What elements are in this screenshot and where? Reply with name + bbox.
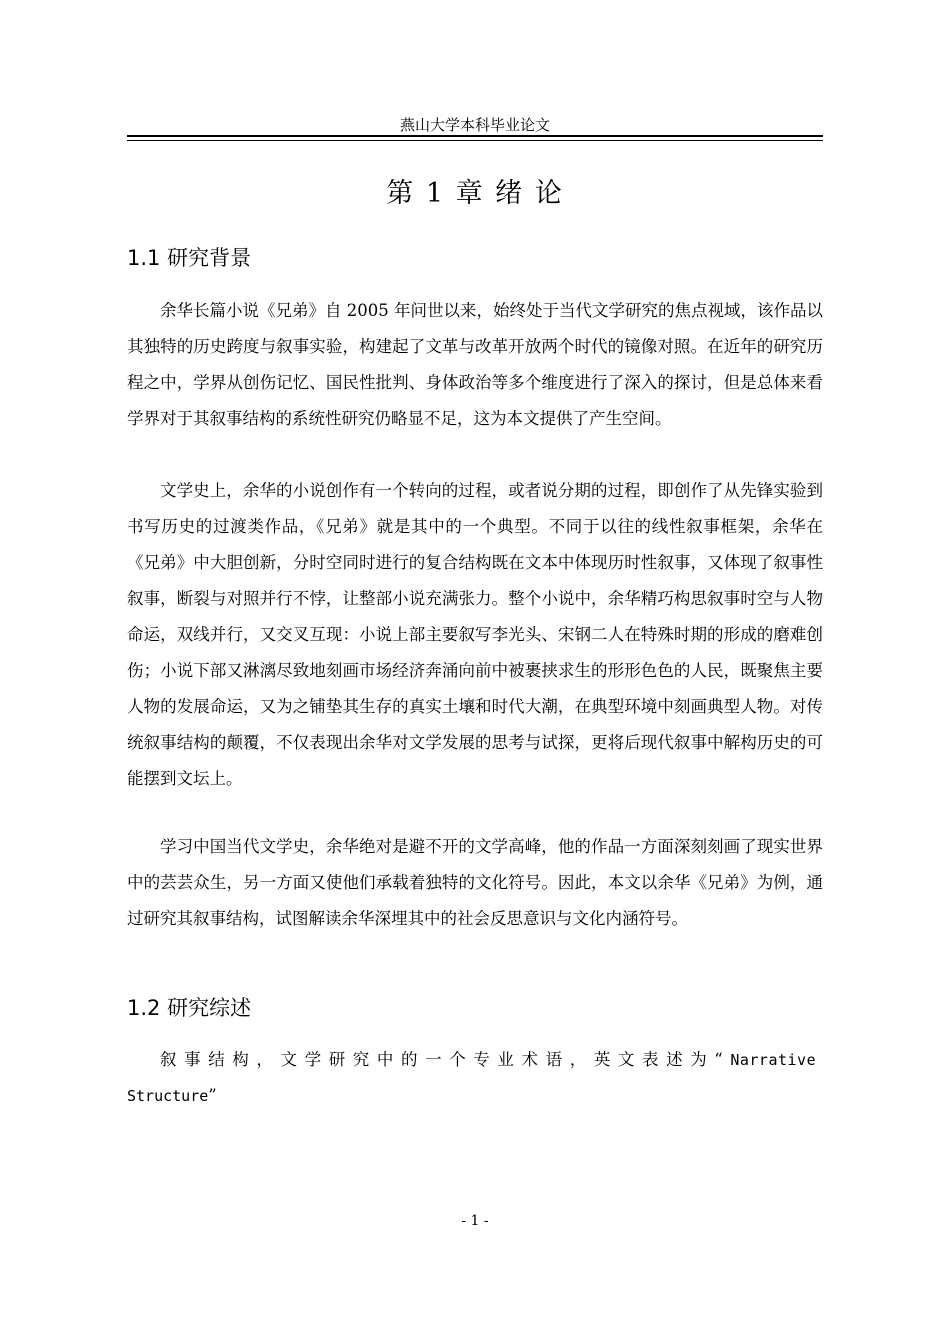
header-rule-thin	[127, 140, 823, 141]
paragraph-review-1	[127, 1042, 823, 1078]
paragraph-background-3: 学习中国当代文学史，余华绝对是避不开的文学高峰，他的作品一方面深刻刻画了现实世界中的芸芸众生，另一方面又使他们承载着独特的文化符号。因此，本文以余华《兄弟》为例，通过研究其叙事结构，试图解读余华深埋其中的社会反思意识与文化内涵符号。	[127, 837, 823, 928]
header-rule-thick	[127, 135, 823, 137]
running-header: 燕山大学本科毕业论文	[399, 116, 550, 134]
review-text-cn: 叙事结构，文学研究中的一个专业术语，英文表述为“	[160, 1050, 731, 1069]
review-term-en-1: Narrative	[730, 1051, 817, 1069]
paragraph-background-2: 文学史上，余华的小说创作有一个转向的过程，或者说分期的过程，即创作了从先锋实验到书写历史的过渡类作品，《兄弟》就是其中的一个典型。不同于以往的线性叙事框架，余华在《兄弟》中大胆创新，分时空同时进行的复合结构既在文本中体现历时性叙事，又体现了叙事性叙事，断裂与对照并行不悖，让整部小说充满张力。整个小说中，余华精巧构思叙事时空与人物命运，双线并行，又交叉互现：小说上部主要叙写李光头、宋钢二人在特殊时期的形成的磨难创伤；小说下部又淋漓尽致地刻画市场经济奔涌向前中被裹挟求生的形形色色的人民，既聚焦主要人物的发展命运，又为之铺垫其生存的真实土壤和时代大潮，在典型环境中刻画典型人物。对传统叙事结构的颠覆，不仅表现出余华对文学发展的思考与试探，更将后现代叙事中解构历史的可能摆到文坛上。	[127, 481, 823, 788]
chapter-title: 第 1 章 绪 论	[386, 178, 564, 209]
paragraph-background-1: 余华长篇小说《兄弟》自 2005 年问世以来，始终处于当代文学研究的焦点视域，该作品以其独特的历史跨度与叙事实验，构建起了文革与改革开放两个时代的镜像对照。在近年的研究历程之中，学界从创伤记忆、国民性批判、身体政治等多个维度进行了深入的探讨，但是总体来看学界对于其叙事结构的系统性研究仍略显不足，这为本文提供了产生空间。	[127, 301, 823, 428]
review-term-en-2: Structure	[127, 1087, 209, 1105]
page-number: - 1 -	[461, 1213, 489, 1229]
section-heading-1-1: 1.1 研究背景	[127, 246, 252, 270]
section-heading-1-2: 1.2 研究综述	[127, 996, 252, 1020]
review-text-end: ”	[208, 1086, 217, 1105]
paragraph-review-2	[127, 1078, 823, 1114]
